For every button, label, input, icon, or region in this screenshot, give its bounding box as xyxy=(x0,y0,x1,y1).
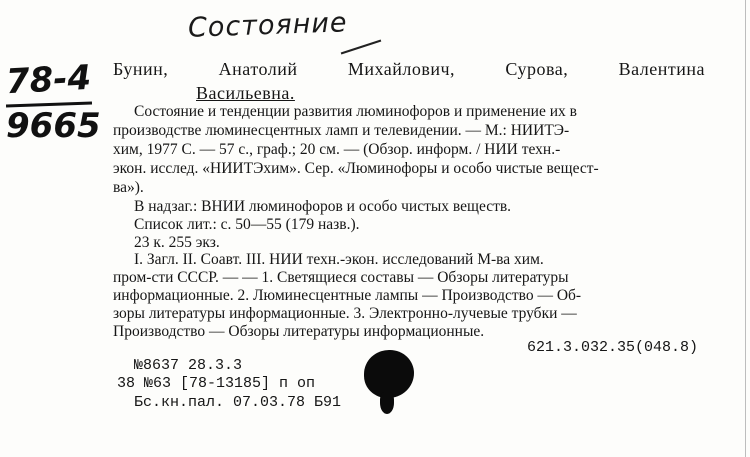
footer-line: Бс.кн.пал. 07.03.78 Б91 xyxy=(134,394,342,411)
note-line: 23 к. 255 экз. xyxy=(134,234,220,251)
handwritten-title: Состояние xyxy=(187,7,349,44)
title-line: хим, 1977 С. — 57 с., граф.; 20 см. — (Обзор. информ. / НИИ техн.- xyxy=(113,141,561,158)
ink-blot xyxy=(364,350,414,398)
handwritten-underline xyxy=(341,40,382,55)
tracing-line: I. Загл. II. Соавт. III. НИИ техн.-экон. исследований М-ва хим. xyxy=(134,251,544,268)
note-line: Список лит.: с. 50—55 (179 назв.). xyxy=(134,216,360,233)
udc-code: 621.3.032.35(048.8) xyxy=(526,339,698,356)
card-edge xyxy=(745,0,746,457)
handwritten-code-top: 78-4 xyxy=(5,57,93,103)
author-heading-continued: Васильевна. xyxy=(196,83,295,103)
ink-blot-drip xyxy=(380,392,394,414)
title-line: экон. исслед. «НИИТЭхим». Сер. «Люминофоры и особо чистые вещест- xyxy=(113,160,599,177)
footer-line: №8637 28.3.3 xyxy=(134,357,243,374)
title-line: Состояние и тенденции развития люминофоров и применение их в xyxy=(134,103,577,120)
title-line: ва»). xyxy=(113,179,144,196)
title-line: производстве люминесцентных ламп и телевидении. — М.: НИИТЭ- xyxy=(113,122,570,139)
footer-line: 38 №63 [78-13185] п оп xyxy=(117,375,316,392)
author-heading: Бунин, Анатолий Михайлович, Сурова, Валентина xyxy=(113,59,705,79)
tracing-line: информационные. 2. Люминесцентные лампы — Производство — Об- xyxy=(113,287,582,304)
tracing-line: пром-сти СССР. — — 1. Светящиеся составы — Обзоры литературы xyxy=(113,269,569,286)
tracing-line: Производство — Обзоры литературы информационные. xyxy=(113,323,485,340)
tracing-line: зоры литературы информационные. 3. Электронно-лучевые трубки — xyxy=(113,305,577,322)
handwritten-code-bottom: 9665 xyxy=(6,106,101,146)
note-line: В надзаг.: ВНИИ люминофоров и особо чистых веществ. xyxy=(134,198,512,215)
